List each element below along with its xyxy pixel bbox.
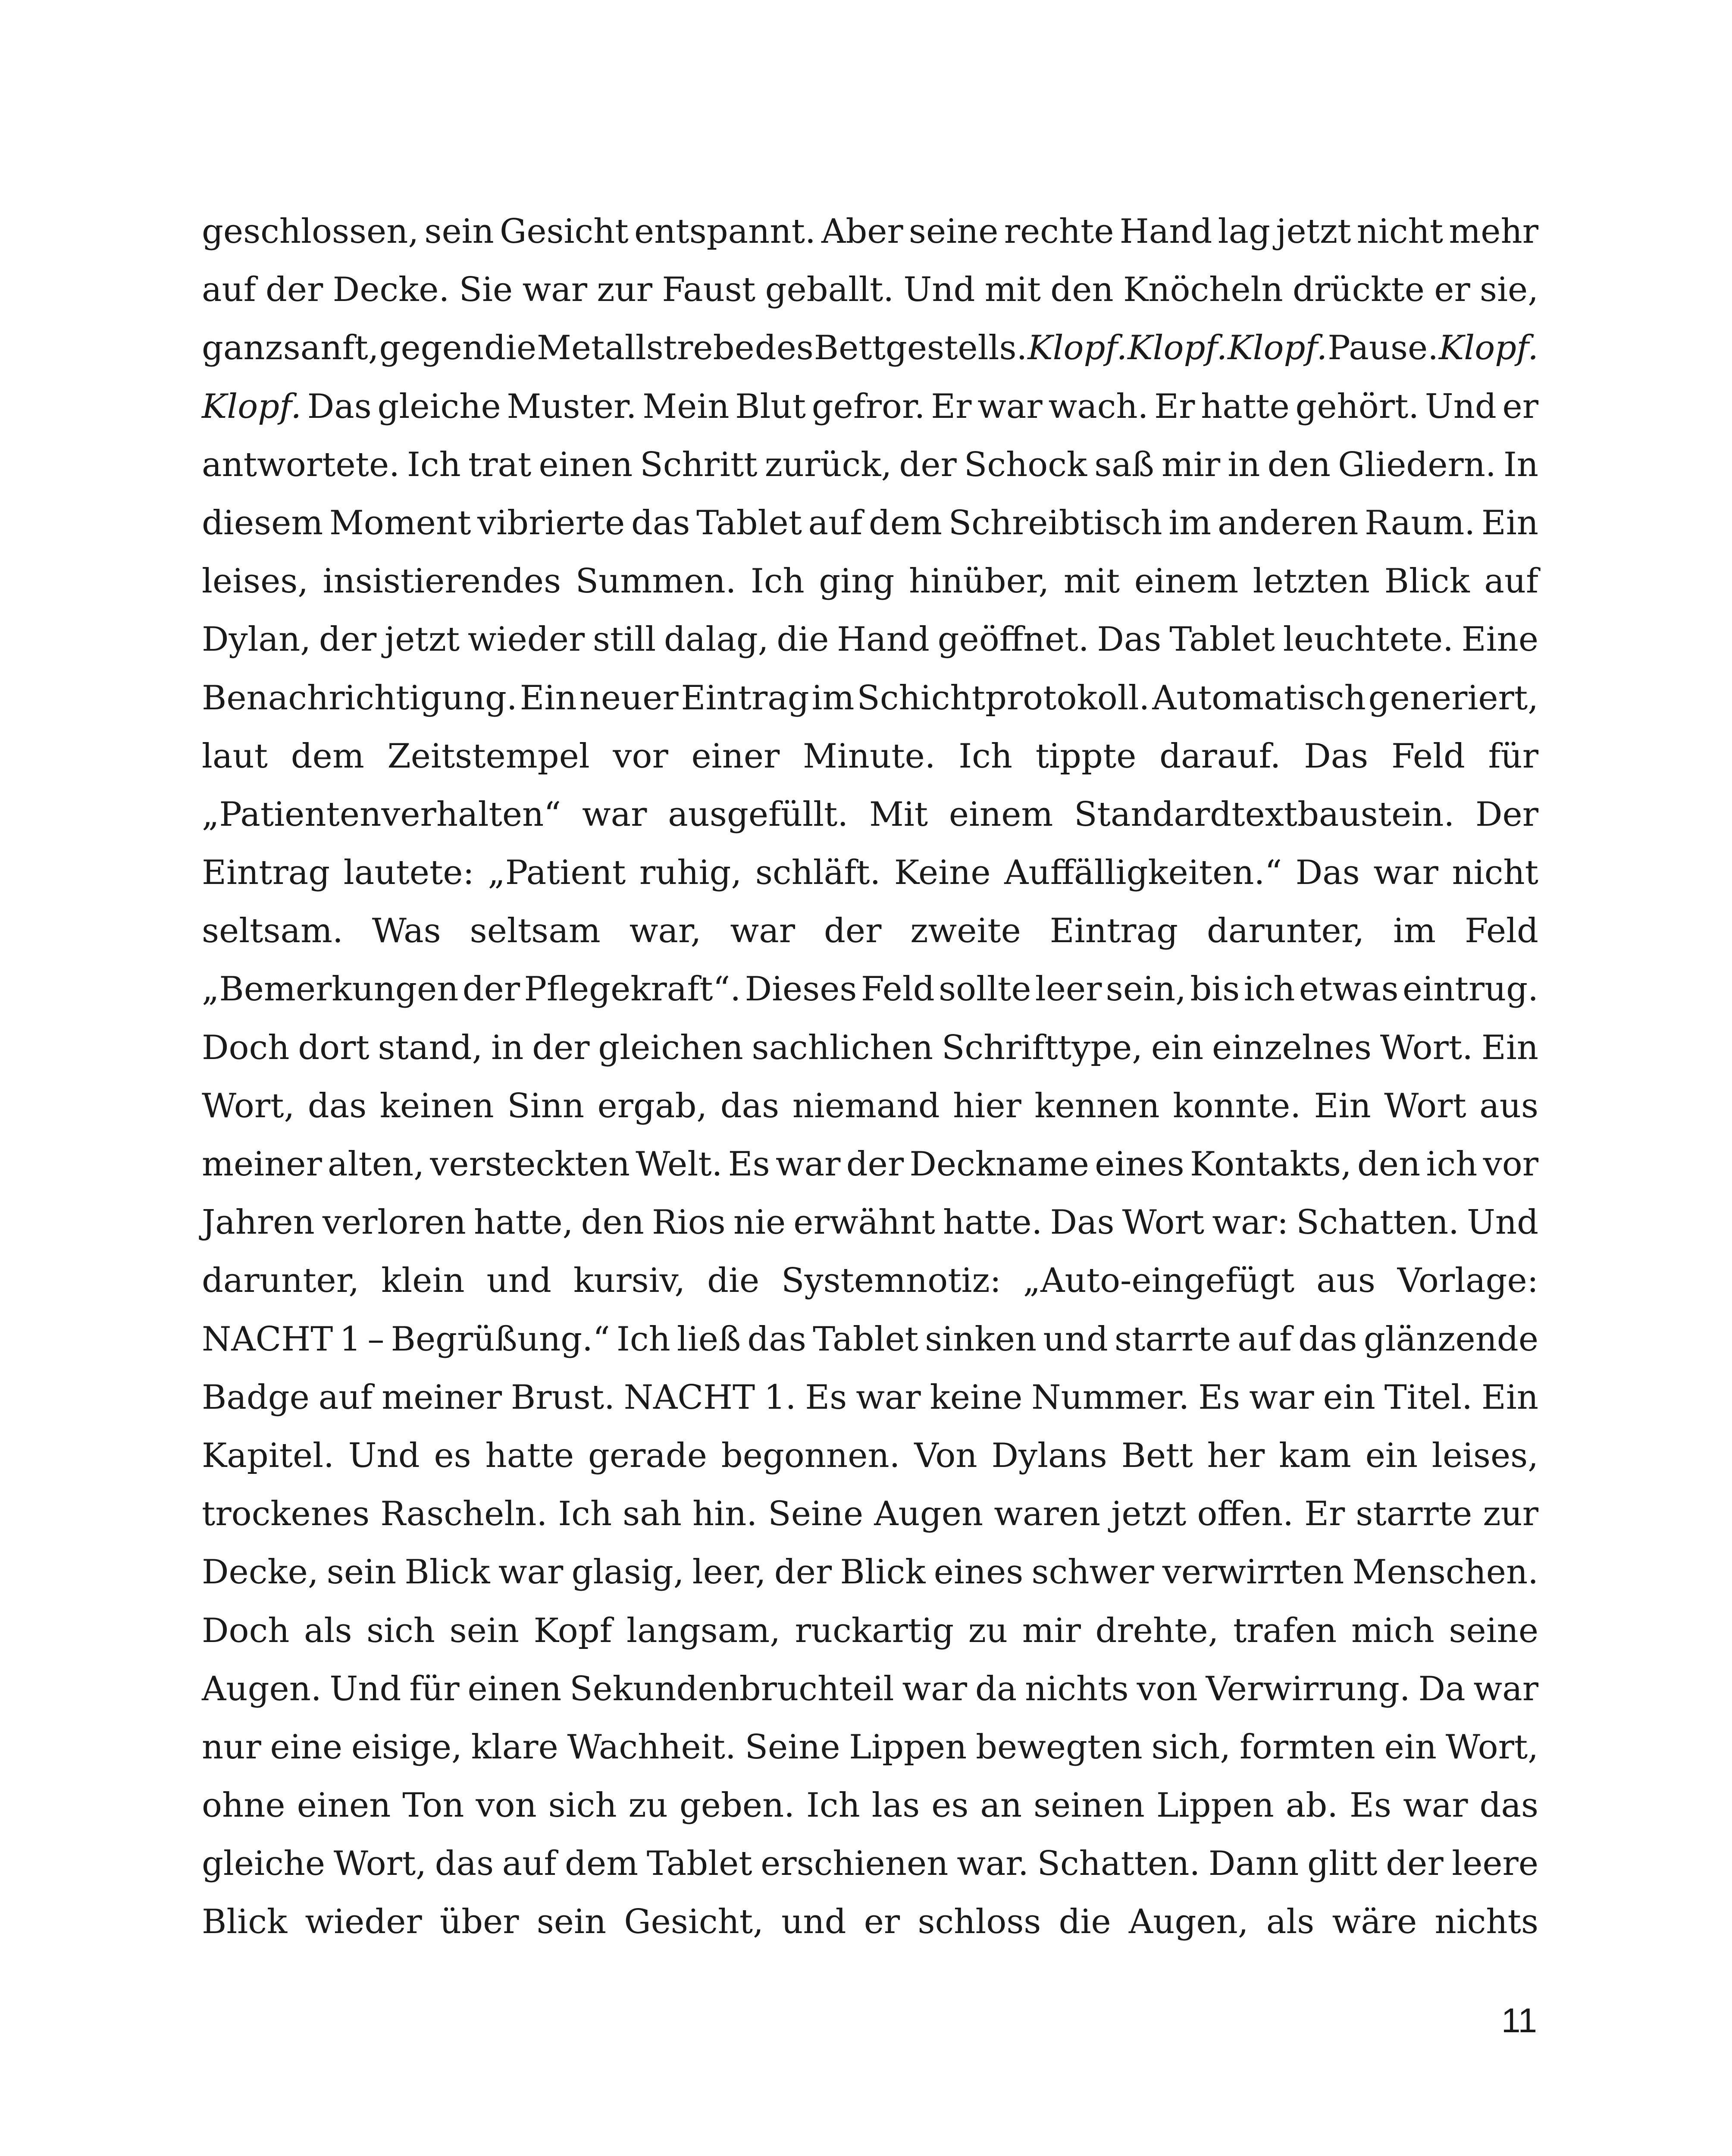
text-line — [202, 1485, 1538, 1543]
text-segment: ohne einen Ton von sich zu geben. Ich las es an seinen Lippen ab. Es war das — [202, 1786, 1538, 1825]
text-line — [202, 1019, 1538, 1077]
text-line — [202, 1543, 1538, 1601]
text-segment: leises, insistierendes Summen. Ich ging hinüber, mit einem letzten Blick auf — [202, 562, 1538, 601]
text-segment: Benachrichtigung. Ein neuer Eintrag im Schichtprotokoll. Automatisch generiert, — [202, 678, 1538, 718]
text-line — [202, 1077, 1538, 1135]
text-segment: laut dem Zeitstempel vor einer Minute. Ich tippte darauf. Das Feld für — [202, 736, 1538, 776]
text-segment: meiner alten, versteckten Welt. Es war der Deckname eines Kontakts, den ich vor — [202, 1145, 1538, 1184]
text-segment: Doch als sich sein Kopf langsam, ruckartig zu mir drehte, trafen mich seine — [202, 1611, 1538, 1650]
text-segment: Augen. Und für einen Sekundenbruchteil war da nichts von Verwirrung. Da war — [202, 1669, 1538, 1708]
text-segment: Jahren verloren hatte, den Rios nie erwähnt hatte. Das Wort war: Schatten. Und — [202, 1203, 1538, 1242]
text-line — [202, 1602, 1538, 1660]
text-line — [202, 1660, 1538, 1718]
text-line — [202, 669, 1538, 727]
text-segment: Dylan, der jetzt wieder still dalag, die Hand geöffnet. Das Tablet leuchtete. Eine — [202, 620, 1538, 659]
text-line — [202, 1252, 1538, 1310]
italic-text: Klopf. — [202, 387, 301, 426]
text-segment: trockenes Rascheln. Ich sah hin. Seine Augen waren jetzt offen. Er starrte zur — [202, 1495, 1538, 1534]
text-segment: Badge auf meiner Brust. NACHT 1. Es war keine Nummer. Es war ein Titel. Ein — [202, 1378, 1538, 1417]
text-line — [202, 203, 1538, 261]
text-segment: Das gleiche Muster. Mein Blut gefror. Er war wach. Er hatte gehört. Und er — [301, 387, 1538, 426]
text-segment: darunter, klein und kursiv, die Systemnotiz: „Auto-eingefügt aus Vorlage: — [202, 1261, 1538, 1300]
page-number: 11 — [1501, 2001, 1537, 2040]
text-segment: Doch dort stand, in der gleichen sachlichen Schrifttype, ein einzelnes Wort. Ein — [202, 1028, 1538, 1067]
text-line — [202, 786, 1538, 844]
text-segment: diesem Moment vibrierte das Tablet auf dem Schreibtisch im anderen Raum. Ein — [202, 503, 1538, 542]
text-line — [202, 960, 1538, 1018]
text-line — [202, 1310, 1538, 1369]
text-segment: antwortete. Ich trat einen Schritt zurück, der Schock saß mir in den Gliedern. In — [202, 445, 1538, 484]
text-segment: Wort, das keinen Sinn ergab, das niemand hier kennen konnte. Ein Wort aus — [202, 1086, 1538, 1125]
text-line — [202, 1369, 1538, 1427]
text-line — [202, 1194, 1538, 1252]
italic-text: Klopf. — [1439, 329, 1538, 368]
text-line — [202, 727, 1538, 786]
text-line — [202, 1777, 1538, 1835]
text-segment: auf der Decke. Sie war zur Faust geballt. Und mit den Knöcheln drückte er sie, — [202, 270, 1538, 310]
text-line — [202, 1718, 1538, 1777]
text-segment: Kapitel. Und es hatte gerade begonnen. Von Dylans Bett her kam ein leises, — [202, 1436, 1538, 1475]
text-segment: „Patientenverhalten“ war ausgefüllt. Mit einem Standardtextbaustein. Der — [202, 795, 1538, 834]
text-line — [202, 1135, 1538, 1194]
text-line — [202, 436, 1538, 494]
text-segment: Pause. — [1327, 329, 1439, 368]
text-line — [202, 611, 1538, 669]
text-segment: seltsam. Was seltsam war, war der zweite Eintrag darunter, im Feld — [202, 912, 1538, 951]
text-segment: nur eine eisige, klare Wachheit. Seine Lippen bewegten sich, formten ein Wort, — [202, 1727, 1538, 1767]
text-line — [202, 902, 1538, 960]
text-line — [202, 261, 1538, 319]
text-segment: „Bemerkungen der Pflegekraft“. Dieses Feld sollte leer sein, bis ich etwas eintrug. — [202, 970, 1538, 1009]
text-segment: gleiche Wort, das auf dem Tablet erschienen war. Schatten. Dann glitt der leere — [202, 1844, 1538, 1883]
text-line — [202, 378, 1538, 436]
text-segment: Decke, sein Blick war glasig, leer, der Blick eines schwer verwirrten Menschen. — [202, 1553, 1538, 1592]
italic-text: Klopf. Klopf. Klopf. — [1027, 329, 1328, 368]
text-line — [202, 1427, 1538, 1485]
body-text — [202, 203, 1538, 1952]
text-line — [202, 494, 1538, 552]
text-segment: Eintrag lautete: „Patient ruhig, schläft. Keine Auffälligkeiten.“ Das war nicht — [202, 853, 1538, 893]
text-segment: Blick wieder über sein Gesicht, und er schloss die Augen, als wäre nichts — [202, 1902, 1538, 1942]
text-segment: ganz sanft, gegen die Metallstrebe des Bettgestells. — [202, 329, 1028, 368]
text-line — [202, 1893, 1538, 1951]
text-line — [202, 552, 1538, 611]
text-segment: NACHT 1 – Begrüßung.“ Ich ließ das Tablet sinken und starrte auf das glänzende — [202, 1319, 1538, 1359]
text-segment: geschlossen, sein Gesicht entspannt. Aber seine rechte Hand lag jetzt nicht mehr — [202, 212, 1538, 251]
text-line — [202, 1835, 1538, 1893]
text-line — [202, 844, 1538, 902]
text-line — [202, 319, 1538, 377]
